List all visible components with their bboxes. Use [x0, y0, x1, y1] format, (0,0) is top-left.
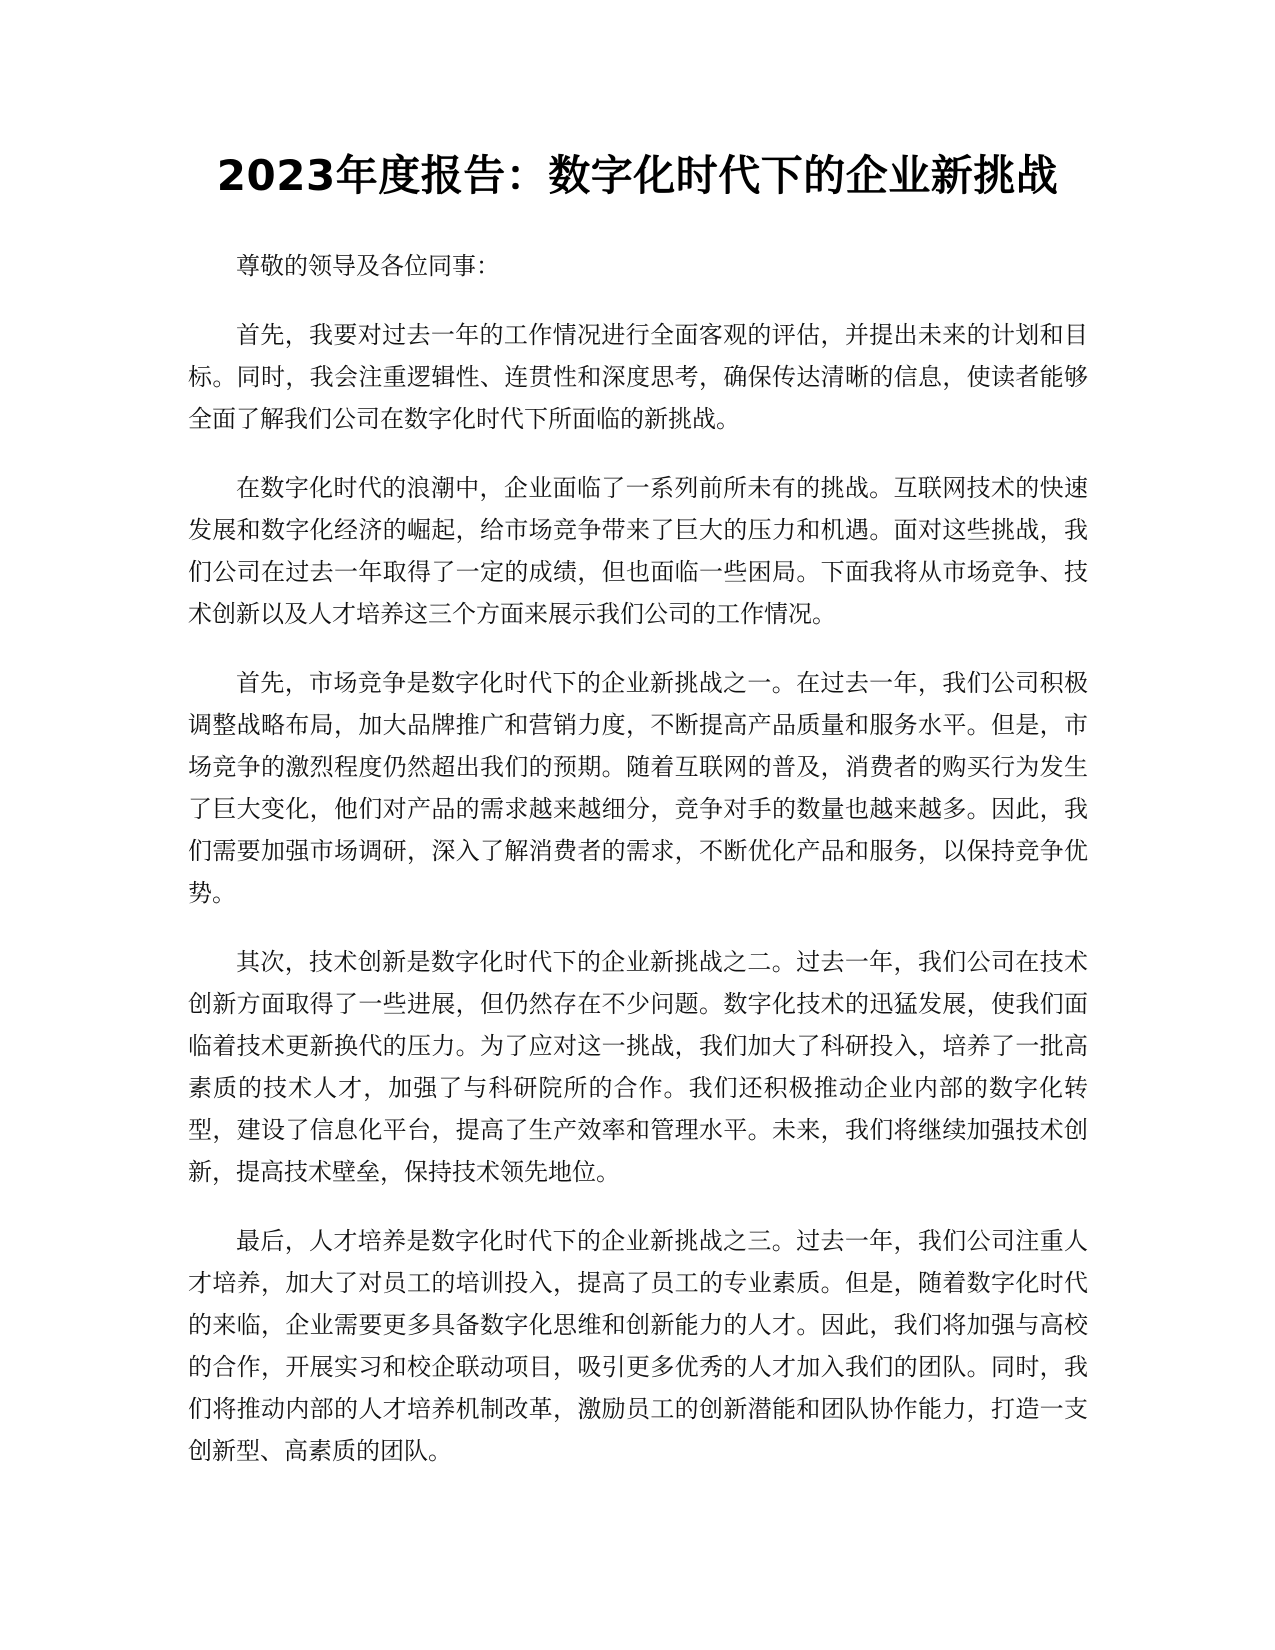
talent-development-paragraph: 最后，人才培养是数字化时代下的企业新挑战之三。过去一年，我们公司注重人才培养，加大了对员工的培训投入，提高了员工的专业素质。但是，随着数字化时代的来临，企业需要更多具备数字化思维和创新能力的人才。因此，我们将加强与高校的合作，开展实习和校企联动项目，吸引更多优秀的人才加入我们的团队。同时，我们将推动内部的人才培养机制改革，激励员工的创新潜能和团队协作能力，打造一支创新型、高素质的团队。	[188, 1227, 1088, 1465]
document-body	[188, 245, 1088, 1472]
market-competition-paragraph: 首先，市场竞争是数字化时代下的企业新挑战之一。在过去一年，我们公司积极调整战略布局，加大品牌推广和营销力度，不断提高产品质量和服务水平。但是，市场竞争的激烈程度仍然超出我们的预期。随着互联网的普及，消费者的购买行为发生了巨大变化，他们对产品的需求越来越细分，竞争对手的数量也越来越多。因此，我们需要加强市场调研，深入了解消费者的需求，不断优化产品和服务，以保持竞争优势。	[188, 669, 1088, 907]
overview-paragraph: 在数字化时代的浪潮中，企业面临了一系列前所未有的挑战。互联网技术的快速发展和数字化经济的崛起，给市场竞争带来了巨大的压力和机遇。面对这些挑战，我们公司在过去一年取得了一定的成绩，但也面临一些困局。下面我将从市场竞争、技术创新以及人才培养这三个方面来展示我们公司的工作情况。	[188, 474, 1088, 628]
intro-paragraph: 首先，我要对过去一年的工作情况进行全面客观的评估，并提出未来的计划和目标。同时，我会注重逻辑性、连贯性和深度思考，确保传达清晰的信息，使读者能够全面了解我们公司在数字化时代下所面临的新挑战。	[188, 321, 1088, 433]
technology-innovation-paragraph: 其次，技术创新是数字化时代下的企业新挑战之二。过去一年，我们公司在技术创新方面取得了一些进展，但仍然存在不少问题。数字化技术的迅猛发展，使我们面临着技术更新换代的压力。为了应对这一挑战，我们加大了科研投入，培养了一批高素质的技术人才，加强了与科研院所的合作。我们还积极推动企业内部的数字化转型，建设了信息化平台，提高了生产效率和管理水平。未来，我们将继续加强技术创新，提高技术壁垒，保持技术领先地位。	[188, 948, 1088, 1186]
salutation-paragraph: 尊敬的领导及各位同事：	[236, 252, 500, 280]
document-title: 2023年度报告：数字化时代下的企业新挑战	[216, 151, 1059, 200]
